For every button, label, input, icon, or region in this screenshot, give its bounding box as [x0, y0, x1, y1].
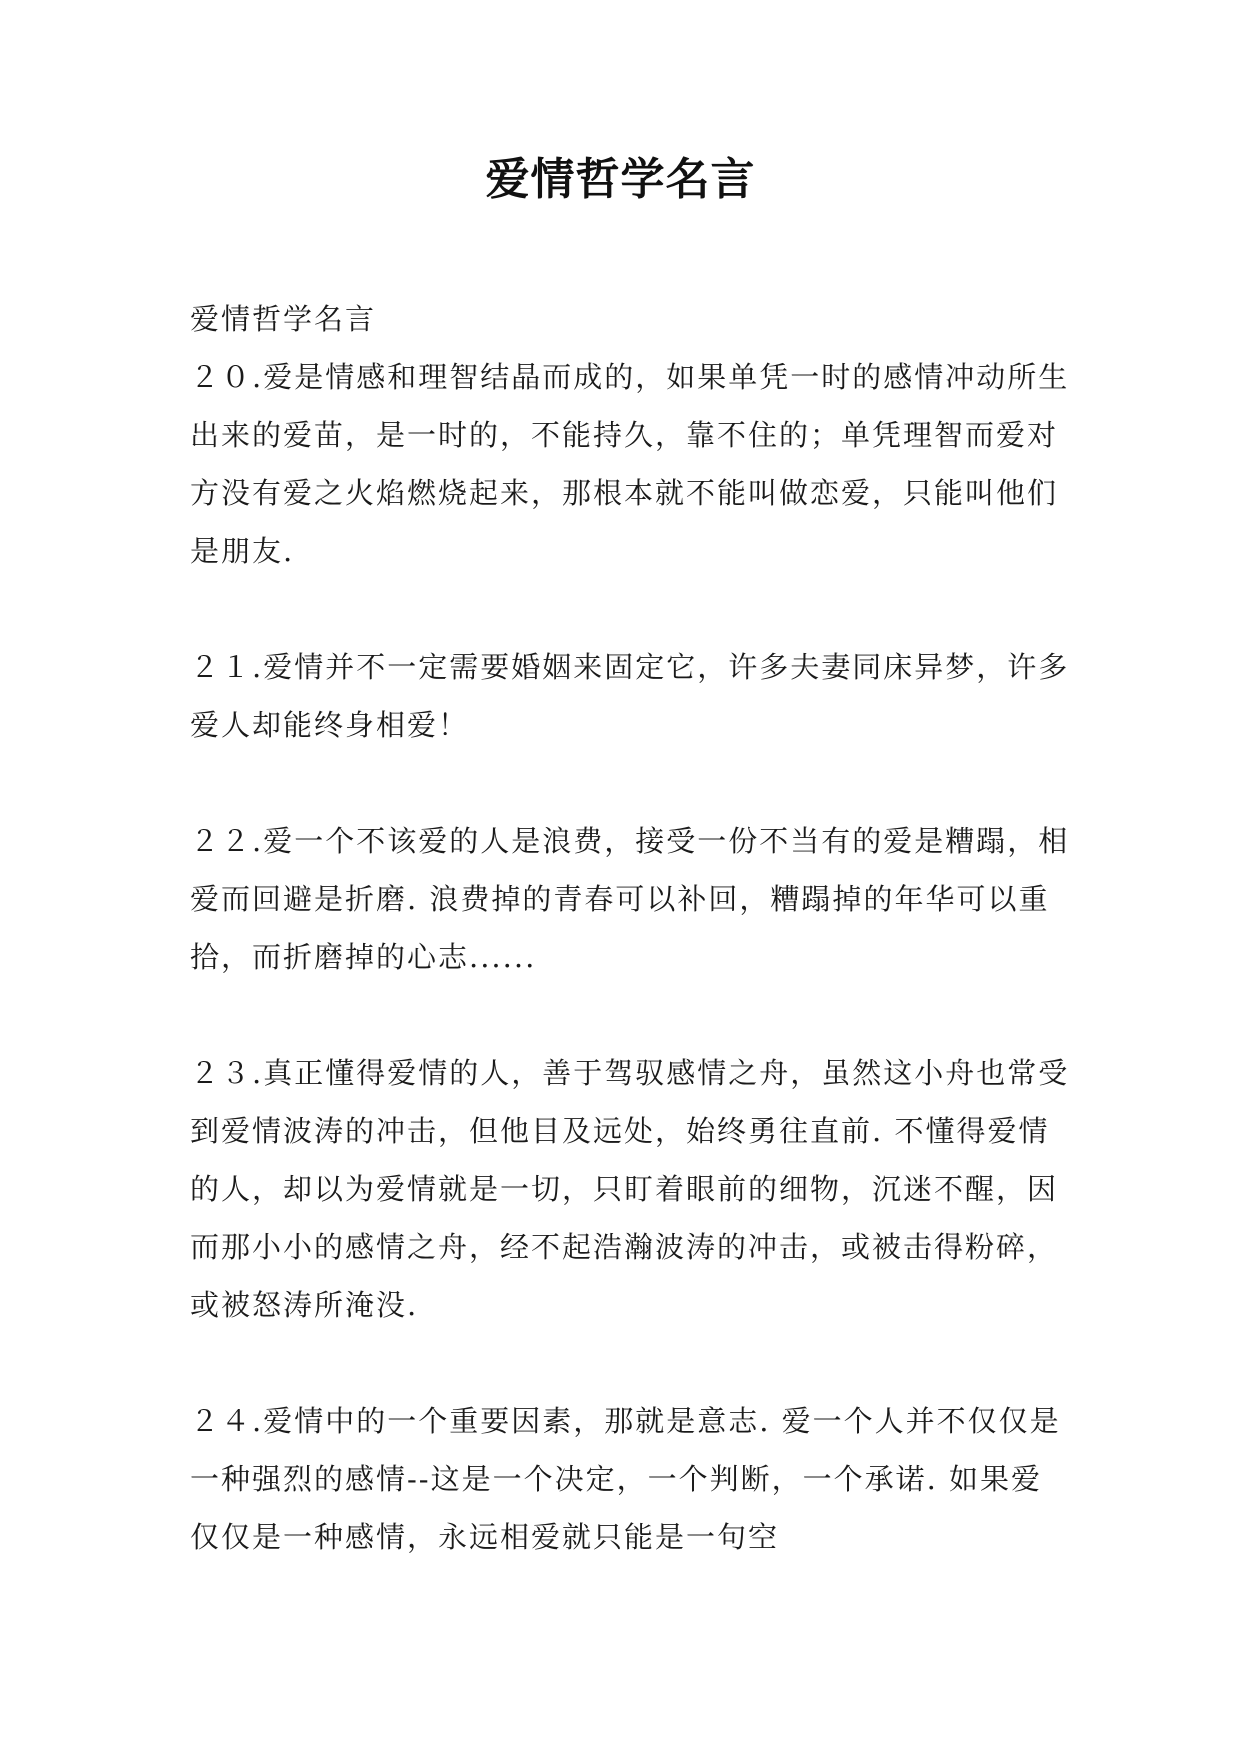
- quote-paragraph-21: ２１.爱情并不一定需要婚姻来固定它，许多夫妻同床异梦，许多爱人却能终身相爱！: [190, 650, 1070, 742]
- document-title: 爱情哲学名言: [485, 154, 756, 205]
- quote-paragraph-22: ２２.爱一个不该爱的人是浪费，接受一份不当有的爱是糟蹋，相爱而回避是折磨. 浪费掉的青春可以补回，糟蹋掉的年华可以重拾，而折磨掉的心志......: [190, 824, 1070, 974]
- quote-paragraph-20: ２０.爱是情感和理智结晶而成的，如果单凭一时的感情冲动所生出来的爱苗，是一时的，不能持久，靠不住的；单凭理智而爱对方没有爱之火焰燃烧起来，那根本就不能叫做恋爱，只能叫他们是朋友.: [190, 360, 1070, 568]
- document-subtitle: 爱情哲学名言: [190, 302, 377, 336]
- document-body: [190, 290, 1070, 1566]
- quote-paragraph-24: ２４.爱情中的一个重要因素，那就是意志. 爱一个人并不仅仅是一种强烈的感情--这是一个决定，一个判断，一个承诺. 如果爱仅仅是一种感情，永远相爱就只能是一句空: [190, 1404, 1061, 1554]
- quote-paragraph-23: ２３.真正懂得爱情的人，善于驾驭感情之舟，虽然这小舟也常受到爱情波涛的冲击，但他目及远处，始终勇往直前. 不懂得爱情的人，却以为爱情就是一切，只盯着眼前的细物，沉迷不醒，因而那小小的感情之舟，经不起浩瀚波涛的冲击，或被击得粉碎，或被怒涛所淹没.: [190, 1056, 1070, 1322]
